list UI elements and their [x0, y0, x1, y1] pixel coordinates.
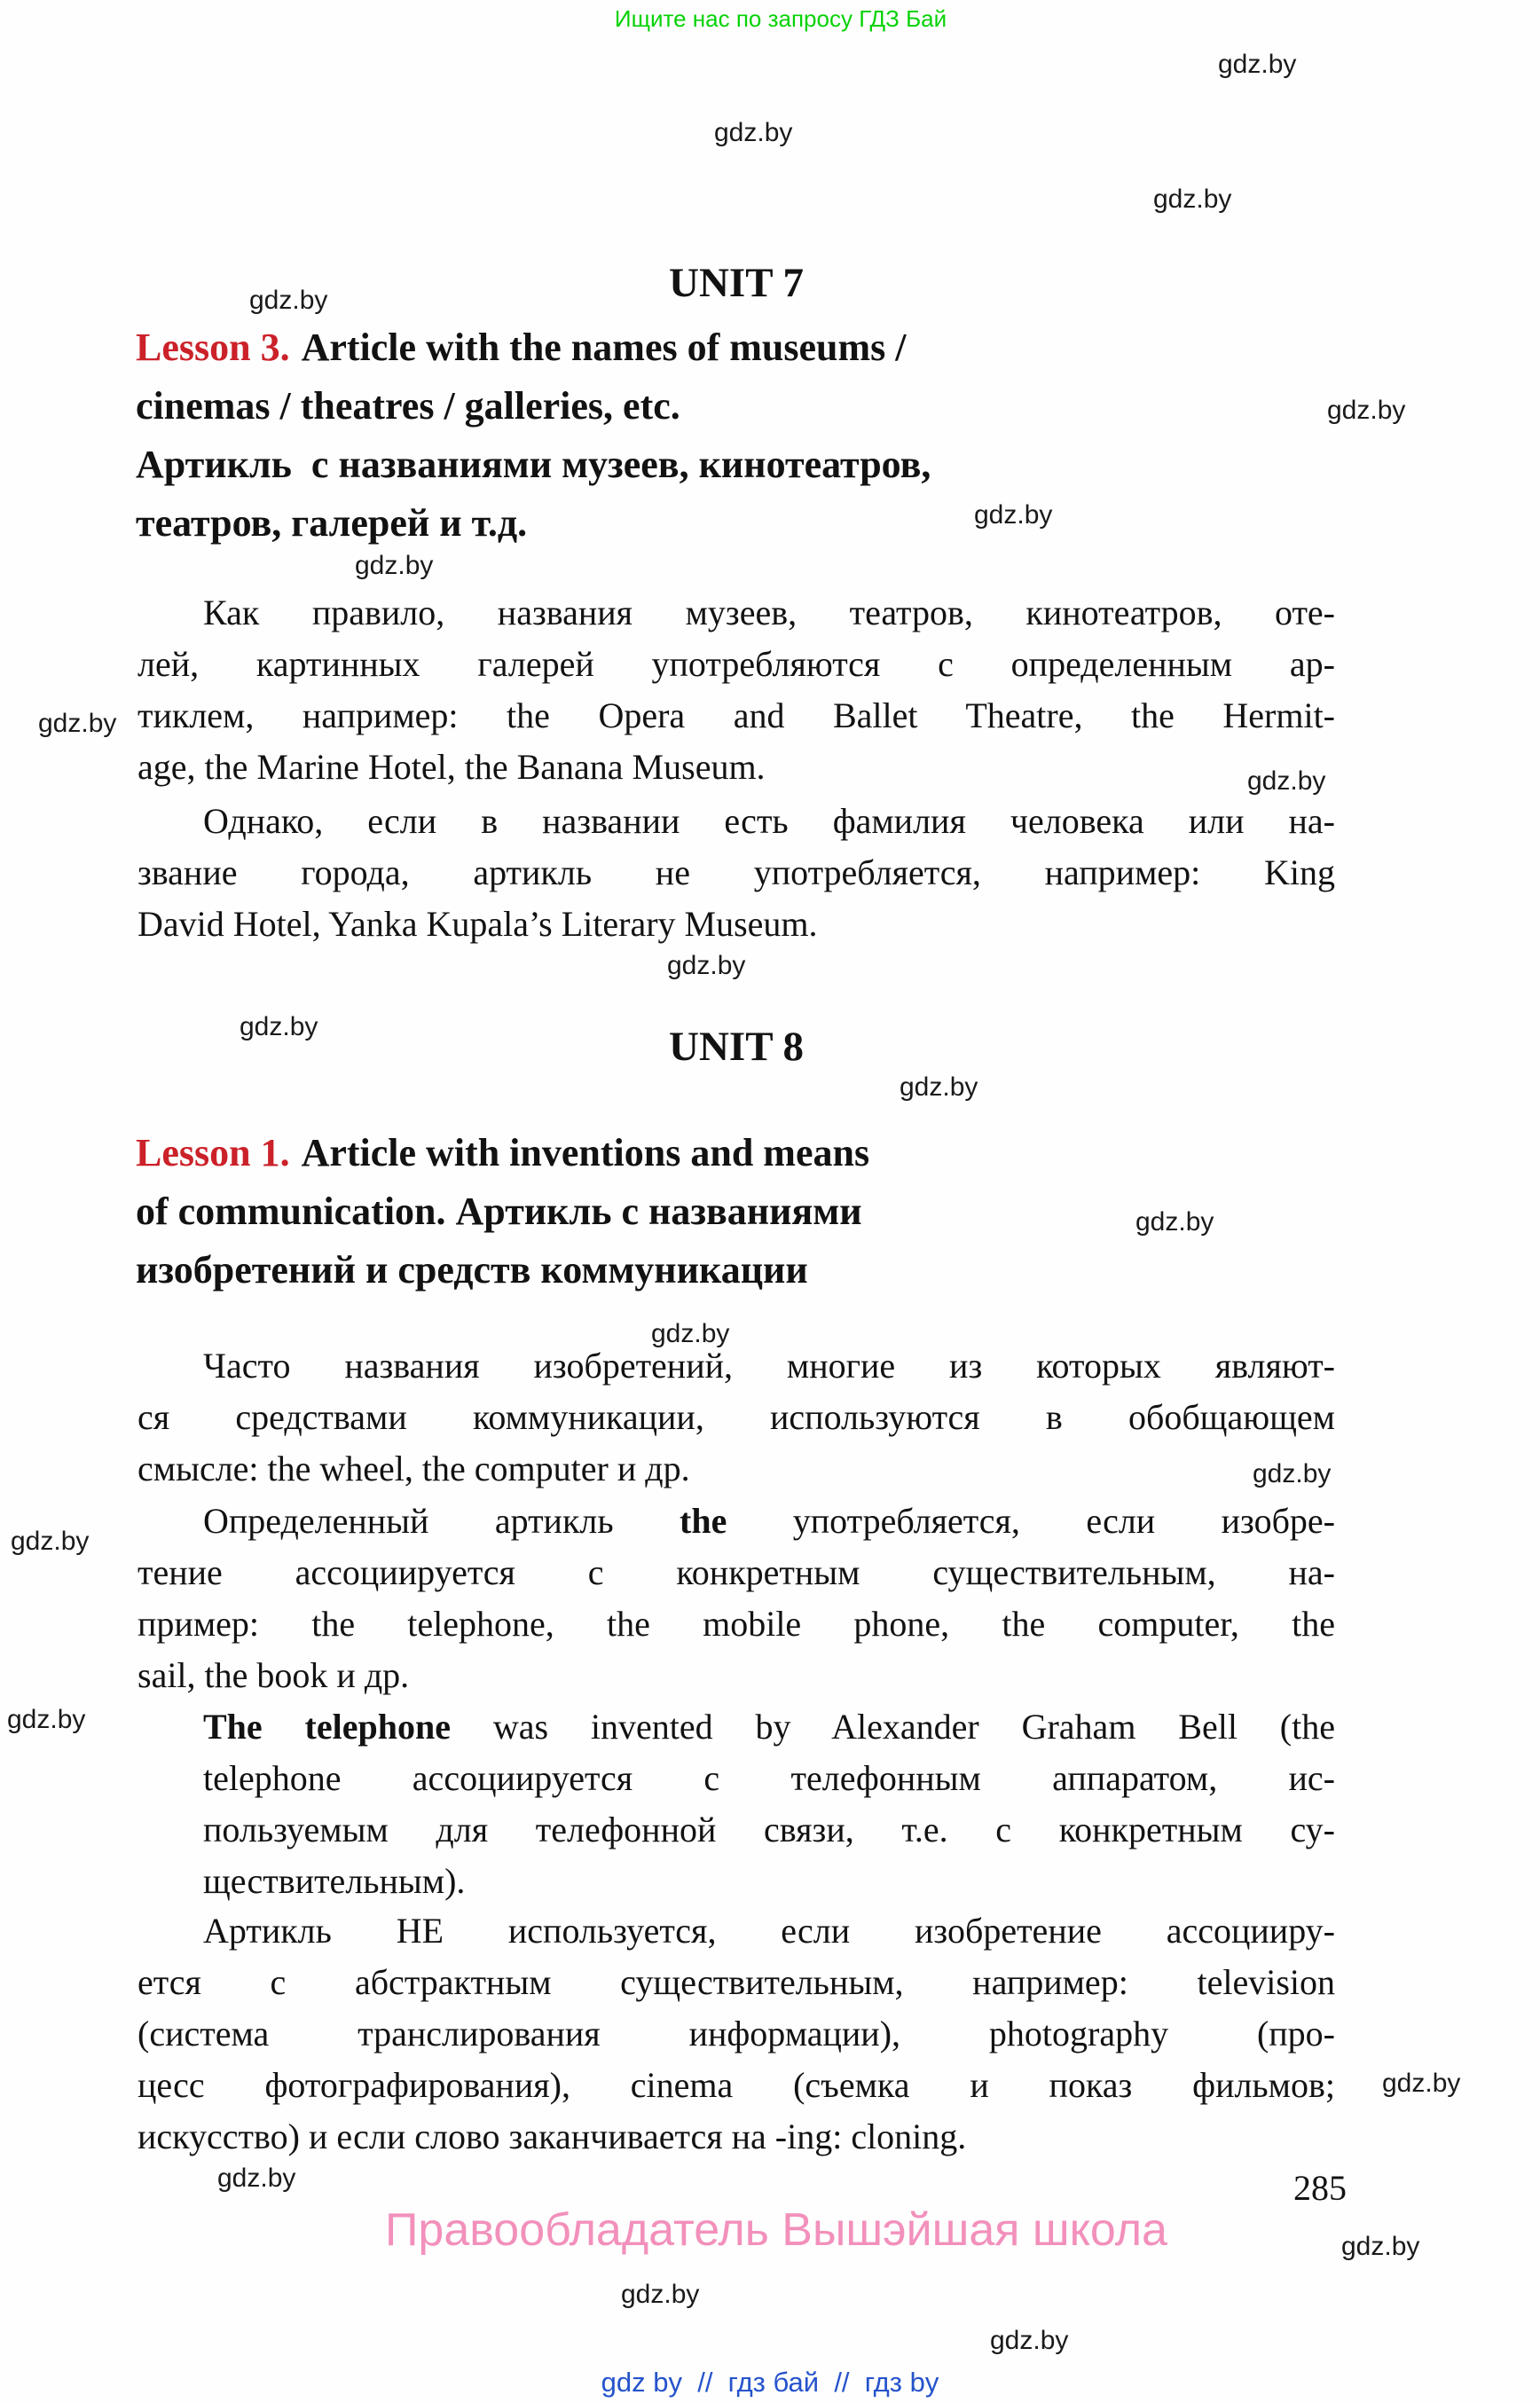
- text-line: Часто названия изобретений, многие из которых являют-: [203, 1346, 1335, 1386]
- copyright-notice: Правообладатель Вышэйшая школа: [385, 2204, 1167, 2256]
- gdz-watermark: gdz.by: [38, 709, 117, 738]
- paragraph-definite-article-the: [138, 1496, 1335, 1701]
- text-line: ществительным).: [203, 1861, 466, 1901]
- heading-text: Article with the names of museums /: [301, 326, 907, 369]
- promo-banner: Ищите нас по запросу ГДЗ Бай: [614, 5, 947, 32]
- text-line: telephone ассоциируется с телефонным аппаратом, ис-: [203, 1758, 1335, 1798]
- gdz-watermark: gdz.by: [249, 286, 328, 315]
- heading-line: изобретений и средств коммуникации: [136, 1248, 808, 1292]
- gdz-watermark: gdz.by: [7, 1705, 86, 1734]
- text-line: ется с абстрактным существительным, например: television: [138, 1962, 1335, 2002]
- text-segment: употребляется, если изобре-: [727, 1501, 1335, 1541]
- gdz-watermark: gdz.by: [240, 1012, 318, 1041]
- text-line: звание города, артикль не употребляется, например: King: [138, 852, 1335, 892]
- text-line: David Hotel, Yanka Kupala’s Literary Museum.: [138, 904, 818, 944]
- gdz-watermark: gdz.by: [714, 118, 793, 147]
- gdz-watermark: gdz.by: [1247, 766, 1326, 796]
- heading-line: cinemas / theatres / galleries, etc.: [136, 384, 680, 428]
- gdz-watermark: gdz.by: [1153, 185, 1232, 214]
- gdz-watermark: gdz.by: [1327, 396, 1406, 425]
- text-line: ся средствами коммуникации, используются в обобщающем: [138, 1397, 1335, 1437]
- text-segment-bold: the: [680, 1501, 727, 1541]
- gdz-watermark: gdz.by: [11, 1527, 90, 1556]
- gdz-watermark: gdz.by: [651, 1319, 730, 1348]
- heading-line: театров, галерей и т.д.: [136, 501, 528, 545]
- gdz-watermark: gdz.by: [217, 2163, 296, 2193]
- lesson3-label: Lesson 3.: [136, 326, 290, 369]
- text-line: пользуемым для телефонной связи, т.е. с конкретным су-: [203, 1810, 1335, 1849]
- text-line: age, the Marine Hotel, the Banana Museum.: [138, 747, 766, 787]
- text-line: Артикль НЕ используется, если изобретение ассоцииру-: [203, 1911, 1335, 1951]
- text-segment-bold: The telephone: [203, 1707, 451, 1747]
- paragraph-telephone-example: [203, 1701, 1335, 1907]
- text-line: лей, картинных галерей употребляются с определенным ар-: [138, 644, 1335, 684]
- page-number: 285: [1293, 2168, 1347, 2208]
- lesson1-label: Lesson 1.: [136, 1131, 290, 1174]
- paragraph-no-article-abstract: [138, 1905, 1335, 2163]
- lesson3-heading: [136, 318, 931, 553]
- paragraph-rule-definite-article: [138, 587, 1335, 793]
- lesson1-heading: [136, 1124, 869, 1300]
- gdz-watermark: gdz.by: [974, 500, 1053, 530]
- gdz-watermark: gdz.by: [900, 1072, 978, 1102]
- text-line: пример: the telephone, the mobile phone, the computer, the: [138, 1604, 1335, 1644]
- text-line: тение ассоциируется с конкретным существительным, на-: [138, 1552, 1335, 1592]
- gdz-watermark: gdz.by: [1341, 2232, 1420, 2261]
- heading-line: [136, 318, 931, 377]
- text-line: цесс фотографирования), cinema (съемка и показ фильмов;: [138, 2065, 1335, 2105]
- gdz-watermark: gdz.by: [1253, 1459, 1332, 1488]
- footer-links[interactable]: gdz by // гдз бай // гдз by: [601, 2367, 939, 2398]
- text-line: смысле: the wheel, the computer и др.: [138, 1449, 690, 1488]
- unit8-title: UNIT 8: [669, 1024, 804, 1070]
- text-line: Как правило, названия музеев, театров, кинотеатров, оте-: [203, 593, 1335, 632]
- text-line: [138, 1496, 1335, 1547]
- gdz-watermark: gdz.by: [355, 551, 434, 580]
- heading-line: Артикль с названиями музеев, кинотеатров,: [136, 443, 931, 486]
- text-segment: was invented by Alexander Graham Bell (the: [450, 1707, 1335, 1747]
- gdz-watermark: gdz.by: [1218, 50, 1297, 79]
- gdz-watermark: gdz.by: [621, 2280, 700, 2309]
- unit7-title: UNIT 7: [669, 260, 804, 306]
- heading-line: [136, 1124, 869, 1182]
- text-line: тиклем, например: the Opera and Ballet Theatre, the Hermit-: [138, 695, 1335, 735]
- text-line: (система транслирования информации), photography (про-: [138, 2014, 1335, 2054]
- gdz-watermark: gdz.by: [667, 951, 746, 980]
- gdz-watermark: gdz.by: [1135, 1207, 1214, 1237]
- text-line: sail, the book и др.: [138, 1655, 410, 1695]
- heading-line: of communication. Артикль с названиями: [136, 1190, 862, 1233]
- text-segment: Определенный артикль: [203, 1501, 680, 1541]
- text-line: Однако, если в названии есть фамилия человека или на-: [203, 801, 1335, 841]
- text-line: искусство) и если слово заканчивается на -ing: cloning.: [138, 2116, 967, 2156]
- text-line: [203, 1701, 1335, 1753]
- heading-text: Article with inventions and means: [301, 1131, 870, 1174]
- gdz-watermark: gdz.by: [990, 2326, 1069, 2355]
- gdz-watermark: gdz.by: [1382, 2069, 1461, 2098]
- paragraph-inventions-general: [138, 1340, 1335, 1495]
- paragraph-rule-no-article: [138, 796, 1335, 950]
